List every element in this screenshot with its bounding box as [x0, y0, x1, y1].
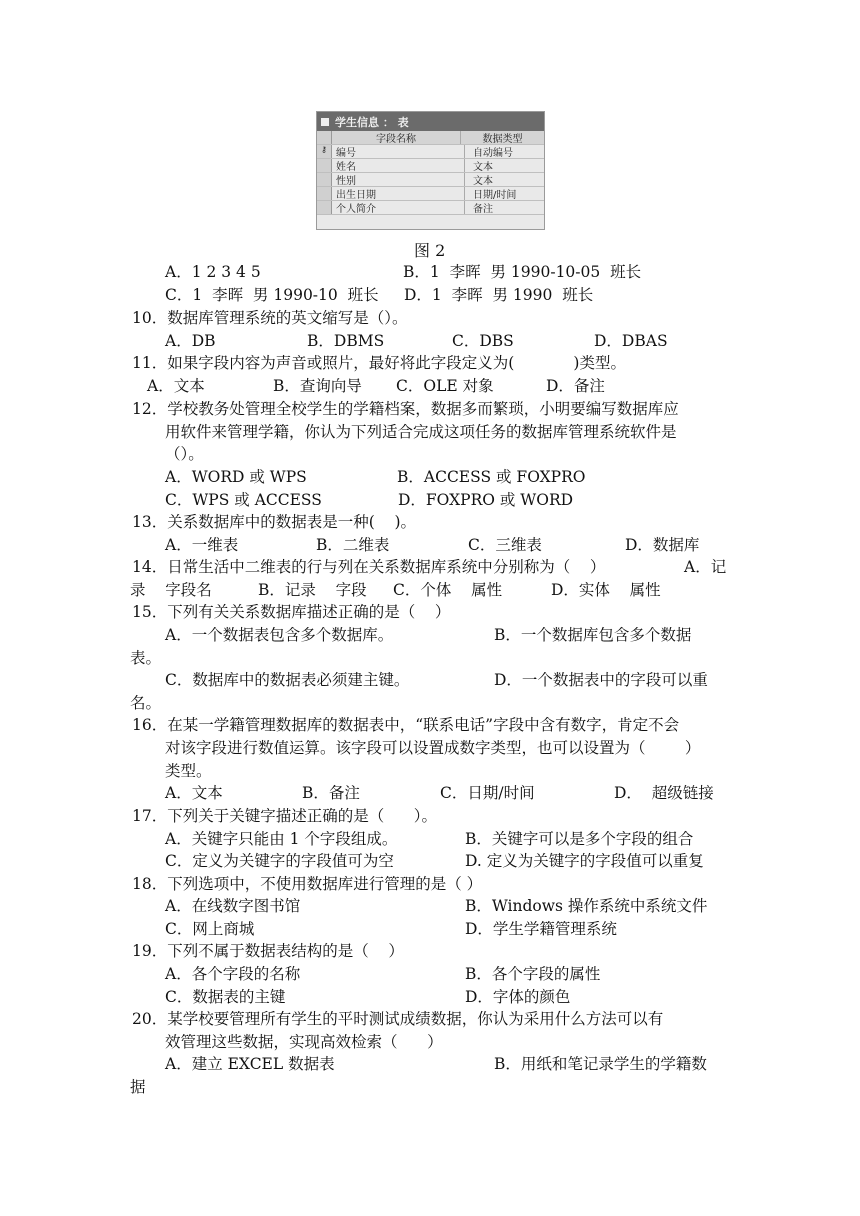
q20-option-b-cont: 据	[130, 1078, 146, 1096]
row-selector	[317, 187, 332, 200]
figure-row	[317, 201, 544, 215]
q9-option-a: A．1 2 3 4 5	[165, 263, 261, 281]
figure-grid	[317, 131, 544, 229]
q10-option-a: A．DB	[165, 332, 216, 350]
q13-option-a: A．一维表	[165, 536, 239, 554]
q17-stem-text: 17．下列关于关键字描述正确的是（ ）。	[132, 807, 438, 825]
q12-stem-text3: （）。	[165, 445, 204, 463]
q19-stem-text: 19．下列不属于数据表结构的是（ ）	[132, 942, 404, 960]
table-icon	[321, 118, 329, 126]
q10-stem-text: 10．数据库管理系统的英文缩写是（）。	[132, 309, 408, 327]
q14-stem-text: 14．日常生活中二维表的行与列在关系数据库系统中分别称为（ ）	[132, 558, 606, 576]
q20-stem-text1: 20．某学校要管理所有学生的平时测试成绩数据，你认为采用什么方法可以有	[132, 1010, 664, 1028]
row-selector	[317, 159, 332, 172]
figure-row	[317, 187, 544, 201]
row-selector	[317, 173, 332, 186]
field-type: 文本	[473, 162, 493, 173]
table-design-figure	[316, 111, 545, 230]
q17-option-b: B．关键字可以是多个字段的组合	[465, 830, 694, 848]
q14-option-d: D．实体 属性	[551, 581, 661, 599]
q16-options	[0, 782, 860, 804]
q20-stem-line1	[0, 1008, 860, 1030]
q14-option-c: C．个体 属性	[393, 581, 503, 599]
q11-option-b: B．查询向导	[273, 377, 362, 395]
q13-stem	[0, 511, 860, 533]
q19-option-c: C．数据表的主键	[165, 988, 286, 1006]
q18-options-row1	[0, 895, 860, 917]
q19-stem	[0, 940, 860, 962]
q15-wrap2	[0, 692, 860, 714]
q15-option-b-cont: 表。	[130, 649, 162, 667]
q11-option-c: C．OLE 对象	[396, 377, 494, 395]
row-selector	[317, 201, 332, 214]
q18-option-a: A．在线数字图书馆	[165, 897, 301, 915]
q12-options-row1	[0, 466, 860, 488]
q11-options	[0, 375, 860, 397]
q18-option-d: D．学生学籍管理系统	[465, 920, 617, 938]
row-selector	[317, 131, 332, 144]
figure-row	[317, 145, 544, 159]
q12-stem-line3	[0, 443, 860, 465]
q15-option-b: B．一个数据库包含多个数据	[494, 626, 692, 644]
primary-key-icon: ⚷	[317, 145, 332, 158]
q12-stem-line1	[0, 398, 860, 420]
q11-option-a: A．文本	[147, 377, 205, 395]
q9-options-row2	[0, 284, 860, 306]
figure-row	[317, 173, 544, 187]
q10-options	[0, 330, 860, 352]
q13-option-d: D．数据库	[625, 536, 700, 554]
q20-wrap	[0, 1076, 860, 1098]
field-name: 姓名	[332, 159, 465, 172]
q18-stem-text: 18．下列选项中，不使用数据库进行管理的是（ ）	[132, 875, 483, 893]
q10-option-d: D．DBAS	[594, 332, 668, 350]
q15-options-row2	[0, 669, 860, 691]
q13-option-b: B．二维表	[316, 536, 390, 554]
q10-option-b: B．DBMS	[307, 332, 385, 350]
q12-stem-text1: 12．学校教务处管理全校学生的学籍档案，数据多而繁琐，小明要编写数据库应	[132, 400, 679, 418]
q16-stem-line2	[0, 737, 860, 759]
q19-option-b: B．各个字段的属性	[465, 965, 601, 983]
field-type: 文本	[473, 176, 493, 187]
q17-option-d: D. 定义为关键字的字段值可以重复	[465, 852, 704, 870]
q12-stem-text2: 用软件来管理学籍，你认为下列适合完成这项任务的数据库管理系统软件是	[165, 423, 677, 441]
q17-options-row2	[0, 850, 860, 872]
q16-option-d: D． 超级链接	[614, 784, 714, 802]
q18-stem	[0, 873, 860, 895]
q15-options-row1	[0, 624, 860, 646]
q14-option-a-end: 录 字段名	[130, 581, 212, 599]
q20-stem-text2: 效管理这些数据，实现高效检索（ ）	[165, 1033, 443, 1051]
field-name: 出生日期	[332, 187, 465, 200]
q17-option-c: C．定义为关键字的字段值可为空	[165, 852, 394, 870]
q16-stem-text1: 16．在某一学籍管理数据库的数据表中，“联系电话”字段中含有数字，肯定不会	[132, 716, 680, 734]
q20-stem-line2	[0, 1031, 860, 1053]
q14-stem	[0, 556, 860, 578]
figure-caption: 图 2	[414, 241, 446, 260]
q18-option-c: C．网上商城	[165, 920, 255, 938]
field-type: 备注	[473, 204, 493, 215]
q17-options-row1	[0, 828, 860, 850]
q10-option-c: C．DBS	[452, 332, 514, 350]
figure-row	[317, 159, 544, 173]
q15-wrap1	[0, 647, 860, 669]
q17-stem	[0, 805, 860, 827]
q12-option-d: D．FOXPRO 或 WORD	[398, 491, 574, 509]
q15-option-a: A．一个数据表包含多个数据库。	[165, 626, 394, 644]
field-name: 性别	[332, 173, 465, 186]
q20-options	[0, 1053, 860, 1075]
q12-option-c: C．WPS 或 ACCESS	[165, 491, 322, 509]
q14-options	[0, 579, 860, 601]
q9-options-row1	[0, 261, 860, 283]
q17-option-a: A．关键字只能由 1 个字段组成。	[165, 830, 398, 848]
q14-option-b: B．记录 字段	[258, 581, 367, 599]
q10-stem	[0, 307, 860, 329]
field-type: 日期/时间	[473, 190, 517, 201]
q16-option-c: C．日期/时间	[440, 784, 535, 802]
q13-option-c: C．三维表	[468, 536, 542, 554]
field-name: 编号	[332, 145, 465, 158]
q20-option-b: B．用纸和笔记录学生的学籍数	[494, 1055, 707, 1073]
q11-stem-text: 11．如果字段内容为声音或照片，最好将此字段定义为( )类型。	[132, 354, 626, 372]
q12-option-a: A．WORD 或 WPS	[165, 468, 307, 486]
q11-option-d: D．备注	[546, 377, 605, 395]
header-data-type: 数据类型	[461, 131, 544, 144]
figure-title-text: 学生信息 ： 表	[335, 115, 409, 129]
q19-option-a: A．各个字段的名称	[165, 965, 301, 983]
q11-stem	[0, 352, 860, 374]
q16-option-a: A．文本	[165, 784, 223, 802]
q15-stem-text: 15．下列有关关系数据库描述正确的是（ ）	[132, 603, 451, 621]
q9-option-c: C．1 李晖 男 1990-10 班长	[165, 286, 379, 304]
q13-options	[0, 534, 860, 556]
q15-option-d-cont: 名。	[130, 694, 162, 712]
q16-stem-text3: 类型。	[165, 762, 212, 780]
header-field-name: 字段名称	[332, 131, 461, 144]
q12-option-b: B．ACCESS 或 FOXPRO	[397, 468, 586, 486]
q16-stem-line3	[0, 760, 860, 782]
q19-options-row2	[0, 986, 860, 1008]
q15-option-d: D．一个数据表中的字段可以重	[494, 671, 708, 689]
field-name: 个人简介	[332, 201, 465, 214]
q18-options-row2	[0, 918, 860, 940]
q16-option-b: B．备注	[302, 784, 360, 802]
figure-window-title	[317, 112, 544, 131]
q20-option-a: A．建立 EXCEL 数据表	[165, 1055, 335, 1073]
q19-option-d: D．字体的颜色	[465, 988, 571, 1006]
q9-option-b: B．1 李晖 男 1990-10-05 班长	[403, 263, 642, 281]
q15-option-c: C．数据库中的数据表必须建主键。	[165, 671, 410, 689]
q12-stem-line2	[0, 421, 860, 443]
q18-option-b: B．Windows 操作系统中系统文件	[465, 897, 708, 915]
q16-stem-line1	[0, 714, 860, 736]
q16-stem-text2: 对该字段进行数值运算。该字段可以设置成数字类型，也可以设置为（ ）	[165, 739, 701, 757]
field-type: 自动编号	[473, 148, 513, 159]
q19-options-row1	[0, 963, 860, 985]
q9-option-d: D．1 李晖 男 1990 班长	[404, 286, 594, 304]
q14-option-a-start: A．记	[684, 558, 727, 576]
q12-options-row2	[0, 489, 860, 511]
q13-stem-text: 13．关系数据库中的数据表是一种( )。	[132, 513, 417, 531]
q15-stem	[0, 601, 860, 623]
figure-header-row	[317, 131, 544, 145]
